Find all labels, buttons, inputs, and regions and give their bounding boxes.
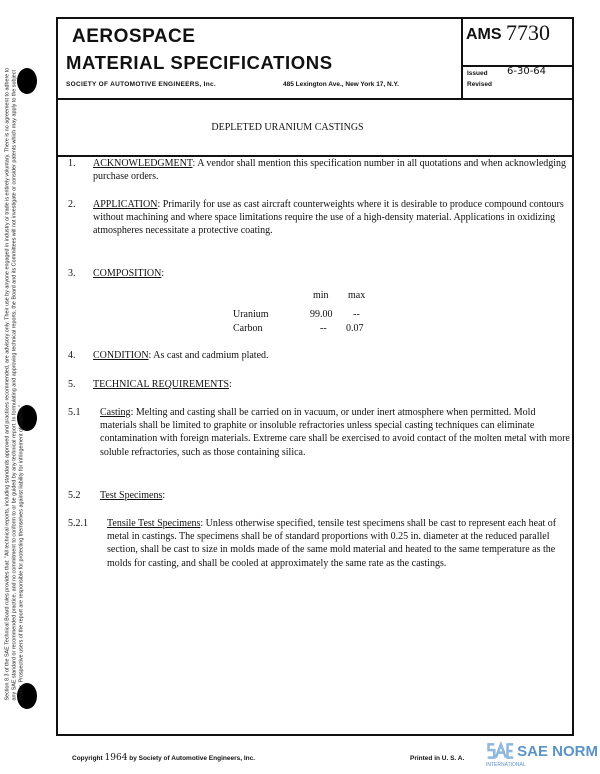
section-condition (93, 349, 571, 362)
footer-copyright (72, 753, 255, 763)
section-technical-requirements (93, 378, 571, 391)
header-divider (56, 98, 574, 100)
section-heading: ACKNOWLEDGMENT (93, 158, 193, 169)
copyright-holder: by Society of Automotive Engineers, Inc. (129, 755, 256, 762)
section-number: 3. (68, 268, 76, 279)
issued-label: Issued (467, 70, 488, 77)
composition-element: Carbon (233, 323, 263, 334)
ams-number: 7730 (506, 20, 550, 45)
section-composition (93, 267, 571, 280)
ams-label: AMS (466, 26, 502, 43)
header-address: 485 Lexington Ave., New York 17, N.Y. (283, 81, 399, 88)
composition-min: 99.00 (310, 309, 333, 320)
sae-norm-watermark (486, 740, 598, 768)
document-title: DEPLETED URANIUM CASTINGS (211, 122, 364, 133)
section-acknowledgment (93, 157, 571, 183)
section-number: 5.2.1 (68, 518, 88, 529)
section-text: : Melting and casting shall be carried on in vacuum, or under inert atmosphere when permitted. Mold materials shall be limited to graphite or insoluble refractories unless special casting techniques can eliminate contamination with foreign materials. Extreme care shall be exercised to avoid contact of the molten metal with more soluble refractories, such as those containing silica. (100, 407, 570, 458)
header-aerospace: AEROSPACE (72, 26, 196, 47)
sae-logo-icon (486, 740, 514, 762)
composition-max: -- (353, 309, 360, 320)
footer-printed: Printed in U. S. A. (410, 755, 465, 762)
composition-max: 0.07 (346, 323, 364, 334)
watermark-subtext: INTERNATIONAL (486, 762, 526, 768)
copyright-year: 1964 (104, 753, 128, 763)
section-text: : As cast and cadmium plated. (148, 350, 269, 361)
section-tensile-test-specimens (107, 517, 572, 570)
section-heading: Tensile Test Specimens (107, 518, 201, 529)
section-number: 2. (68, 199, 76, 210)
section-number: 4. (68, 350, 76, 361)
copyright-label: Copyright (72, 755, 103, 762)
section-heading: CONDITION (93, 350, 149, 361)
watermark-text: SAE NORM (517, 742, 598, 760)
section-number: 5.2 (68, 490, 81, 501)
header-society: SOCIETY OF AUTOMOTIVE ENGINEERS, Inc. (66, 81, 217, 88)
section-number: 5. (68, 379, 76, 390)
side-disclaimer: Section 8.3 of the SAE Technical Board rules provides that: "All technical reports, including standards approved and practices recommended, are advisory only. Their use by anyone engaged in industry or trade is entirely voluntary. There is no agreement to adhere to any SAE standard or recommended practice, and no commitment to conform to or be guided by any technical report. In formulating and approving technical reports, the Board and its Committees will not investigate or consider patents which may apply to the subject matter. Prospective users of the report are responsible for protecting themselves against liability for infringement of patents." (4, 67, 25, 701)
issued-date: 6-30-64 (507, 66, 547, 77)
section-text: : Unless otherwise specified, tensile test specimens shall be cast to represent each heat of metal in castings. The specimens shall be of standard proportions with 0.25 in. diameter at the reduced parallel section, shall be cast to size in molds made of the same mold material and heated to the same temperature as the molds for casting, and shall be cooled at approximately the same rate as the castings. (107, 518, 557, 569)
section-heading: APPLICATION (93, 199, 158, 210)
section-application (93, 198, 571, 238)
section-text: : (162, 490, 166, 501)
section-text: : (161, 268, 165, 279)
section-casting (100, 406, 572, 459)
header-material-specs: MATERIAL SPECIFICATIONS (66, 52, 333, 73)
section-text: : Primarily for use as cast aircraft counterweights where it is desirable to produce compound contours without machining and where space limitations require the use of a high-density material. Applications in oxidizing atmospheres necessitate a protective coating. (93, 199, 564, 237)
section-number: 1. (68, 158, 76, 169)
section-heading: COMPOSITION (93, 268, 162, 279)
composition-min: -- (320, 323, 327, 334)
section-test-specimens (100, 489, 572, 502)
composition-col-min: min (313, 290, 329, 301)
section-heading: TECHNICAL REQUIREMENTS (93, 379, 230, 390)
section-number: 5.1 (68, 407, 81, 418)
section-heading: Test Specimens (100, 490, 163, 501)
section-heading: Casting (100, 407, 131, 418)
ams-box-divider (461, 17, 463, 99)
composition-col-max: max (348, 290, 366, 301)
composition-element: Uranium (233, 309, 269, 320)
section-text: : (229, 379, 232, 390)
revised-label: Revised (467, 81, 492, 88)
section-text: : A vendor shall mention this specification number in all quotations and when acknowledging purchase orders. (93, 158, 567, 183)
